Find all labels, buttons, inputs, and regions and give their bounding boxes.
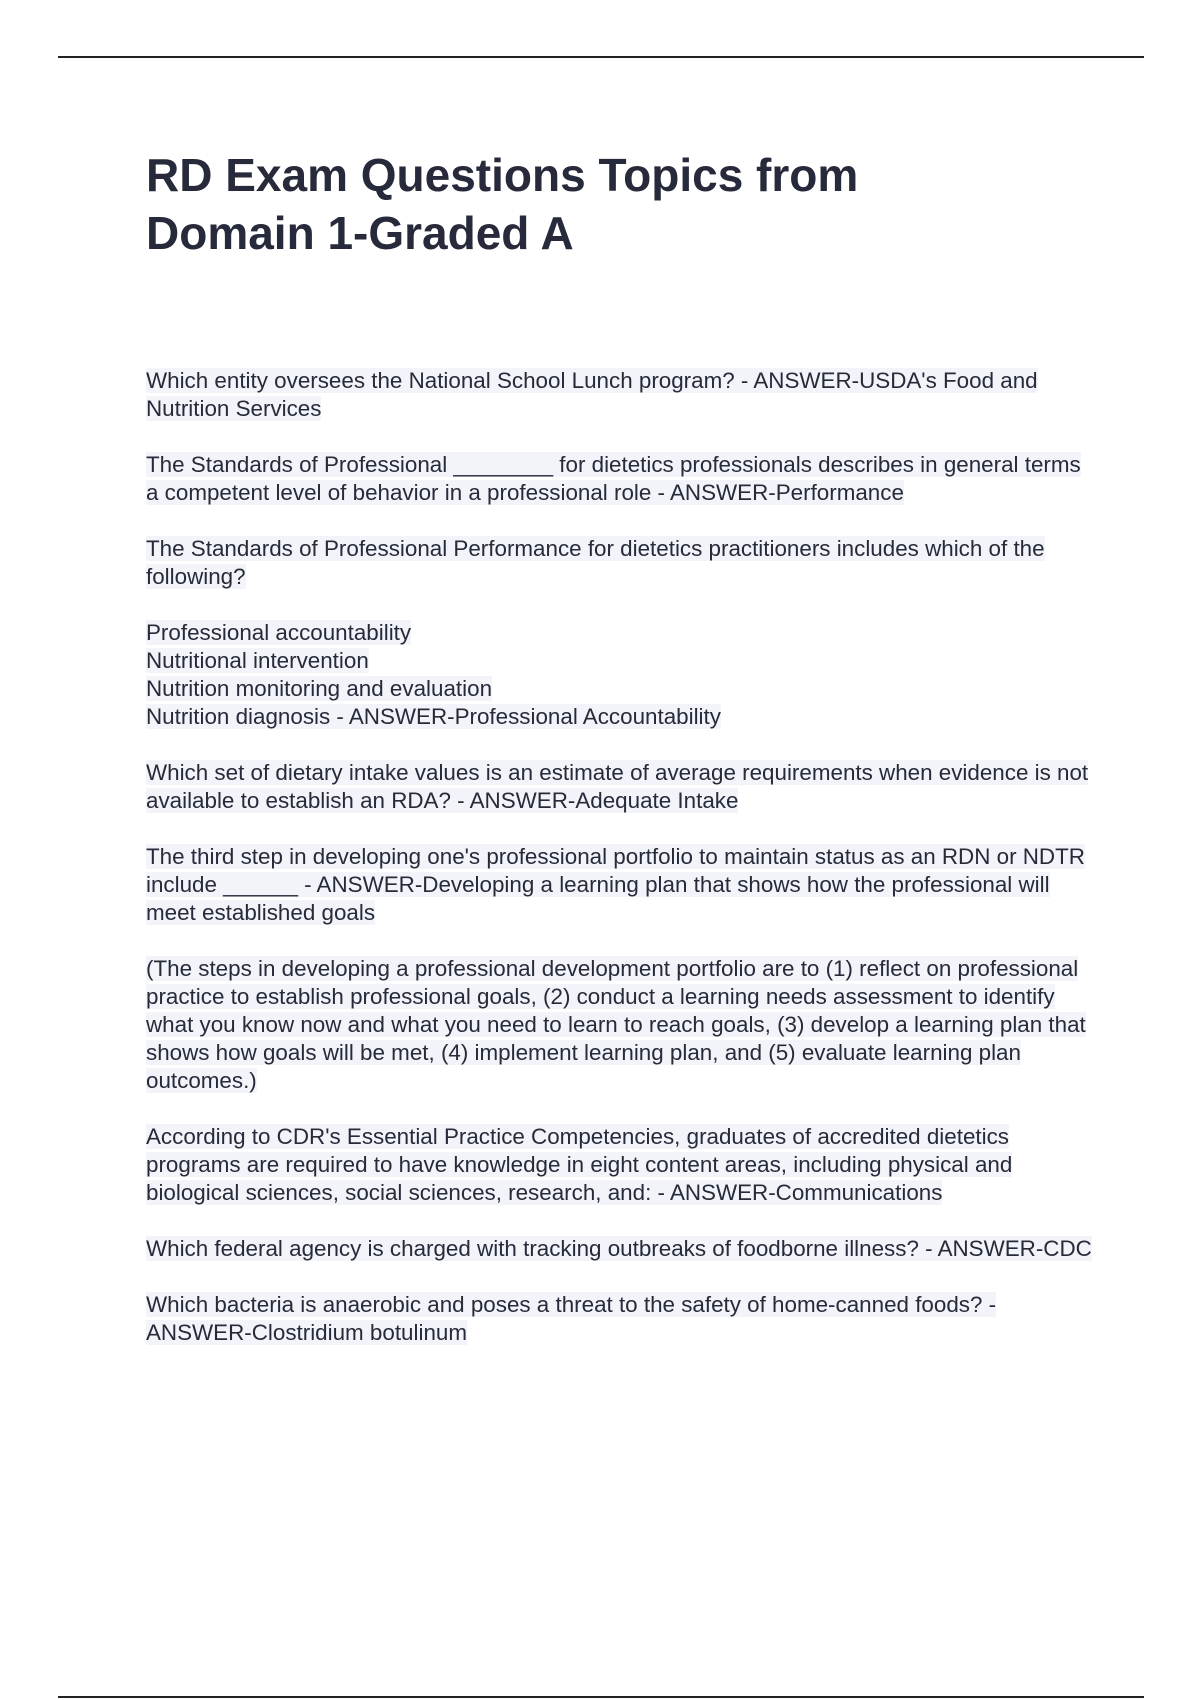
qa-paragraph: [146, 955, 1096, 1095]
option-item: Nutrition diagnosis - ANSWER-Professional Accountability: [146, 704, 721, 729]
qa-paragraph: [146, 535, 1096, 591]
title-line-1: RD Exam Questions Topics from: [146, 149, 859, 201]
qa-paragraph: [146, 1235, 1096, 1263]
qa-text: The third step in developing one's professional portfolio to maintain status as an RDN or NDTR include ______ - ANSWER-Developing a learning plan that shows how the professional will meet established goals: [146, 844, 1085, 925]
qa-paragraph: [146, 1291, 1096, 1347]
page-title: [146, 146, 1106, 262]
option-item: Nutrition monitoring and evaluation: [146, 676, 493, 701]
qa-paragraph: [146, 759, 1096, 815]
qa-text: Which set of dietary intake values is an estimate of average requirements when evidence is not available to establish an RDA? - ANSWER-Adequate Intake: [146, 760, 1089, 813]
option-item: Professional accountability: [146, 620, 412, 645]
top-divider: [58, 56, 1144, 58]
qa-text: According to CDR's Essential Practice Competencies, graduates of accredited dietetics programs are required to have knowledge in eight content areas, including physical and biological sciences, social sciences, research, and: - ANSWER-Communications: [146, 1124, 1013, 1205]
bottom-divider: [58, 1696, 1144, 1698]
title-line-2: Domain 1-Graded A: [146, 207, 574, 259]
qa-text: Which entity oversees the National School Lunch program? - ANSWER-USDA's Food and Nutrition Services: [146, 368, 1038, 421]
option-item: Nutritional intervention: [146, 648, 369, 673]
qa-paragraph: [146, 367, 1096, 423]
qa-text: (The steps in developing a professional development portfolio are to (1) reflect on professional practice to establish professional goals, (2) conduct a learning needs assessment to identify what you know now and what you need to learn to reach goals, (3) develop a learning plan that shows how goals will be met, (4) implement learning plan, and (5) evaluate learning plan outcomes.): [146, 956, 1086, 1093]
qa-paragraph: [146, 1123, 1096, 1207]
answer-options: [146, 619, 1096, 731]
qa-text: The Standards of Professional ________ for dietetics professionals describes in general terms a competent level of behavior in a professional role - ANSWER-Performance: [146, 452, 1081, 505]
qa-text: Which federal agency is charged with tracking outbreaks of foodborne illness? - ANSWER-CDC: [146, 1236, 1092, 1261]
qa-paragraph: [146, 843, 1096, 927]
document-body: [146, 367, 1096, 1375]
qa-paragraph: [146, 451, 1096, 507]
qa-text: The Standards of Professional Performance for dietetics practitioners includes which of the following?: [146, 536, 1045, 589]
qa-text: Which bacteria is anaerobic and poses a threat to the safety of home-canned foods? - ANSWER-Clostridium botulinum: [146, 1292, 997, 1345]
